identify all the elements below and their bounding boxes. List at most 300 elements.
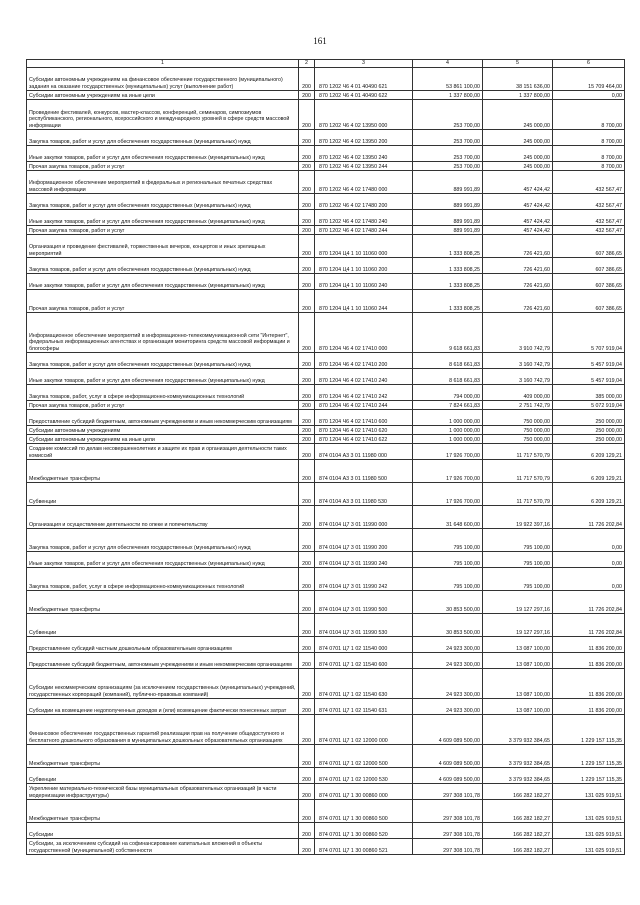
row-code-cell: 200: [299, 401, 315, 410]
row-value-cell: 253 700,00: [413, 162, 483, 171]
row-value-cell: 2 751 742,79: [483, 401, 553, 410]
table-row: [27, 226, 625, 235]
table-row: [27, 274, 625, 290]
column-header: 1: [27, 60, 299, 68]
row-code-cell: 200: [299, 258, 315, 274]
row-value-cell: 6 209 129,21: [553, 460, 625, 483]
row-code-cell: 200: [299, 290, 315, 313]
row-code-cell: 200: [299, 130, 315, 146]
table-row: [27, 669, 625, 699]
row-name-cell: Субвенции: [27, 483, 299, 506]
row-code-cell: 200: [299, 483, 315, 506]
row-value-cell: 17 926 700,00: [413, 483, 483, 506]
row-value-cell: 30 853 500,00: [413, 614, 483, 637]
row-value-cell: 11 717 570,79: [483, 444, 553, 460]
table-row: [27, 162, 625, 171]
table-row: [27, 839, 625, 855]
row-code-cell: 200: [299, 460, 315, 483]
row-classification-cell: 870 1204 Ч6 4 02 17410 244: [315, 401, 413, 410]
row-code-cell: 200: [299, 784, 315, 800]
row-name-cell: Информационное обеспечение мероприятий в федеральных и региональных печатных средствах массовой информации: [27, 171, 299, 194]
row-code-cell: 200: [299, 715, 315, 745]
row-value-cell: 432 567,47: [553, 171, 625, 194]
row-classification-cell: 874 0701 Ц7 1 02 12000 530: [315, 768, 413, 784]
row-value-cell: 1 333 808,25: [413, 290, 483, 313]
row-code-cell: 200: [299, 637, 315, 653]
row-value-cell: 166 282 182,27: [483, 800, 553, 823]
row-name-cell: Субсидии на возмещение недополученных доходов и (или) возмещение фактически понесенных затрат: [27, 699, 299, 715]
row-code-cell: 200: [299, 313, 315, 353]
row-classification-cell: 870 1204 Ч6 4 02 17410 620: [315, 426, 413, 435]
row-value-cell: 3 910 742,79: [483, 313, 553, 353]
row-name-cell: Предоставление субсидий бюджетным, автономным учреждениям и иным некоммерческим организациям: [27, 653, 299, 669]
row-classification-cell: 870 1202 Ч6 4 02 17480 240: [315, 210, 413, 226]
row-value-cell: 457 424,42: [483, 171, 553, 194]
row-code-cell: 200: [299, 552, 315, 568]
row-value-cell: 253 700,00: [413, 130, 483, 146]
row-value-cell: 795 100,00: [483, 568, 553, 591]
row-value-cell: 8 618 661,83: [413, 353, 483, 369]
row-value-cell: 0,00: [553, 552, 625, 568]
row-value-cell: 8 700,00: [553, 162, 625, 171]
row-value-cell: 31 648 600,00: [413, 506, 483, 529]
row-value-cell: 24 923 300,00: [413, 669, 483, 699]
table-row: [27, 784, 625, 800]
row-value-cell: 11 726 202,84: [553, 591, 625, 614]
row-value-cell: 795 100,00: [413, 568, 483, 591]
row-value-cell: 1 333 808,25: [413, 274, 483, 290]
row-value-cell: 5 707 919,04: [553, 313, 625, 353]
row-value-cell: 1 000 000,00: [413, 410, 483, 426]
row-value-cell: 1 337 800,00: [483, 91, 553, 100]
row-name-cell: Иные закупки товаров, работ и услуг для обеспечения государственных (муниципальных) нужд: [27, 274, 299, 290]
row-name-cell: Закупка товаров, работ и услуг для обеспечения государственных (муниципальных) нужд: [27, 194, 299, 210]
row-name-cell: Укрепление материально-технической базы муниципальных образовательных организаций (в части модернизации инфраструктуры): [27, 784, 299, 800]
row-value-cell: 726 421,60: [483, 258, 553, 274]
row-value-cell: 457 424,42: [483, 226, 553, 235]
table-row: [27, 171, 625, 194]
row-classification-cell: 874 0701 Ц7 1 30 00860 520: [315, 823, 413, 839]
row-value-cell: 38 151 636,00: [483, 68, 553, 91]
row-name-cell: Межбюджетные трансферты: [27, 800, 299, 823]
row-name-cell: Организация и проведение фестивалей, торжественных вечеров, концертов и иных зрелищных мероприятий: [27, 235, 299, 258]
row-value-cell: 131 025 919,51: [553, 800, 625, 823]
column-header: 4: [413, 60, 483, 68]
row-value-cell: 245 000,00: [483, 100, 553, 130]
row-value-cell: 0,00: [553, 568, 625, 591]
row-value-cell: 7 824 661,83: [413, 401, 483, 410]
table-row: [27, 552, 625, 568]
table-row: [27, 401, 625, 410]
row-classification-cell: 870 1204 Ц4 1 10 11060 200: [315, 258, 413, 274]
row-value-cell: 1 000 000,00: [413, 426, 483, 435]
row-value-cell: 24 923 300,00: [413, 637, 483, 653]
row-value-cell: 726 421,60: [483, 235, 553, 258]
row-classification-cell: 870 1204 Ч6 4 02 17410 240: [315, 369, 413, 385]
row-code-cell: 200: [299, 100, 315, 130]
row-name-cell: Прочая закупка товаров, работ и услуг: [27, 401, 299, 410]
row-value-cell: 795 100,00: [483, 552, 553, 568]
row-name-cell: Субсидии некоммерческим организациям (за исключением государственных (муниципальных) учреждений, государственных корпораций (компаний), публично-правовых компаний): [27, 669, 299, 699]
row-value-cell: 385 000,00: [553, 385, 625, 401]
row-value-cell: 19 922 397,16: [483, 506, 553, 529]
table-row: [27, 68, 625, 91]
row-value-cell: 131 025 919,51: [553, 784, 625, 800]
row-value-cell: 5 457 919,04: [553, 353, 625, 369]
table-row: [27, 235, 625, 258]
row-value-cell: 607 386,65: [553, 235, 625, 258]
row-name-cell: Иные закупки товаров, работ и услуг для обеспечения государственных (муниципальных) нужд: [27, 146, 299, 162]
row-value-cell: 30 853 500,00: [413, 591, 483, 614]
row-classification-cell: 870 1204 Ч6 4 02 17410 200: [315, 353, 413, 369]
row-code-cell: 200: [299, 591, 315, 614]
row-code-cell: 200: [299, 669, 315, 699]
row-value-cell: 15 709 464,00: [553, 68, 625, 91]
table-row: [27, 313, 625, 353]
table-row: [27, 385, 625, 401]
table-row: [27, 444, 625, 460]
row-classification-cell: 874 0104 Ц7 3 01 11990 200: [315, 529, 413, 552]
row-name-cell: Закупка товаров, работ и услуг для обеспечения государственных (муниципальных) нужд: [27, 130, 299, 146]
table-row: [27, 699, 625, 715]
row-classification-cell: 874 0104 А3 3 01 11980 000: [315, 444, 413, 460]
row-classification-cell: 870 1204 Ц4 1 10 11060 000: [315, 235, 413, 258]
row-value-cell: 166 282 182,27: [483, 839, 553, 855]
row-value-cell: 794 000,00: [413, 385, 483, 401]
row-value-cell: 3 160 742,79: [483, 353, 553, 369]
table-row: [27, 483, 625, 506]
row-value-cell: 166 282 182,27: [483, 784, 553, 800]
table-row: [27, 100, 625, 130]
table-row: [27, 460, 625, 483]
row-name-cell: Прочая закупка товаров, работ и услуг: [27, 290, 299, 313]
row-classification-cell: 874 0701 Ц7 1 30 00860 500: [315, 800, 413, 823]
row-value-cell: 5 072 919,04: [553, 401, 625, 410]
row-value-cell: 297 308 101,78: [413, 800, 483, 823]
row-classification-cell: 874 0104 Ц7 3 01 11990 530: [315, 614, 413, 637]
row-value-cell: 166 282 182,27: [483, 823, 553, 839]
row-name-cell: Межбюджетные трансферты: [27, 460, 299, 483]
row-value-cell: 13 087 100,00: [483, 669, 553, 699]
row-value-cell: 889 991,89: [413, 171, 483, 194]
row-name-cell: Организация и осуществление деятельности по опеке и попечительству: [27, 506, 299, 529]
row-classification-cell: 874 0104 А3 3 01 11980 500: [315, 460, 413, 483]
row-classification-cell: 874 0701 Ц7 1 02 11540 600: [315, 653, 413, 669]
row-value-cell: 17 926 700,00: [413, 460, 483, 483]
row-value-cell: 13 087 100,00: [483, 637, 553, 653]
table-row: [27, 614, 625, 637]
row-value-cell: 11 836 200,00: [553, 653, 625, 669]
table-row: [27, 715, 625, 745]
row-value-cell: 3 160 742,79: [483, 369, 553, 385]
row-classification-cell: 874 0104 Ц7 3 01 11990 242: [315, 568, 413, 591]
row-value-cell: 889 991,89: [413, 194, 483, 210]
row-value-cell: 4 609 089 500,00: [413, 715, 483, 745]
column-header: 5: [483, 60, 553, 68]
table-row: [27, 290, 625, 313]
row-value-cell: 795 100,00: [413, 529, 483, 552]
row-classification-cell: 874 0701 Ц7 1 02 11540 000: [315, 637, 413, 653]
row-value-cell: 432 567,47: [553, 210, 625, 226]
table-row: [27, 435, 625, 444]
row-classification-cell: 874 0701 Ц7 1 02 12000 500: [315, 745, 413, 768]
row-classification-cell: 870 1202 Ч6 4 02 13950 000: [315, 100, 413, 130]
row-name-cell: Субсидии автономным учреждениям на иные цели: [27, 435, 299, 444]
row-value-cell: 1 333 808,25: [413, 258, 483, 274]
row-value-cell: 11 836 200,00: [553, 669, 625, 699]
row-name-cell: Информационное обеспечение мероприятий в информационно-телекоммуникационной сети "Интернет", федеральных информационных агентствах и организация мониторинга средств массовой информации и блогосферы: [27, 313, 299, 353]
row-value-cell: 11 836 200,00: [553, 637, 625, 653]
row-value-cell: 1 337 800,00: [413, 91, 483, 100]
row-value-cell: 457 424,42: [483, 210, 553, 226]
row-value-cell: 607 386,65: [553, 290, 625, 313]
row-value-cell: 24 923 300,00: [413, 699, 483, 715]
row-name-cell: Закупка товаров, работ и услуг для обеспечения государственных (муниципальных) нужд: [27, 258, 299, 274]
row-value-cell: 1 333 808,25: [413, 235, 483, 258]
row-value-cell: 726 421,60: [483, 274, 553, 290]
row-code-cell: 200: [299, 68, 315, 91]
row-value-cell: 297 308 101,78: [413, 823, 483, 839]
row-value-cell: 3 379 932 384,65: [483, 768, 553, 784]
table-row: [27, 426, 625, 435]
row-classification-cell: 874 0701 Ц7 1 30 00860 000: [315, 784, 413, 800]
row-name-cell: Предоставление субсидий бюджетным, автономным учреждениям и иным некоммерческим организациям: [27, 410, 299, 426]
column-header: 2: [299, 60, 315, 68]
row-classification-cell: 870 1202 Ч6 4 01 40490 622: [315, 91, 413, 100]
row-code-cell: 200: [299, 768, 315, 784]
row-value-cell: 6 209 129,21: [553, 483, 625, 506]
row-name-cell: Субвенции: [27, 614, 299, 637]
row-value-cell: 9 618 661,83: [413, 313, 483, 353]
row-code-cell: 200: [299, 529, 315, 552]
row-name-cell: Предоставление субсидий частным дошкольным образовательным организациям: [27, 637, 299, 653]
row-code-cell: 200: [299, 274, 315, 290]
row-value-cell: 8 700,00: [553, 100, 625, 130]
row-value-cell: 250 000,00: [553, 410, 625, 426]
table-row: [27, 353, 625, 369]
table-row: [27, 591, 625, 614]
table-header-row: [27, 60, 625, 68]
table-row: [27, 823, 625, 839]
row-value-cell: 1 229 157 115,35: [553, 768, 625, 784]
row-value-cell: 3 379 932 384,65: [483, 745, 553, 768]
row-code-cell: 200: [299, 226, 315, 235]
row-name-cell: Межбюджетные трансферты: [27, 745, 299, 768]
table-row: [27, 568, 625, 591]
row-name-cell: Субсидии, за исключением субсидий на софинансирование капитальных вложений в объекты государственной (муниципальной) собственности: [27, 839, 299, 855]
row-classification-cell: 870 1204 Ц4 1 10 11060 244: [315, 290, 413, 313]
table-row: [27, 410, 625, 426]
row-name-cell: Закупка товаров, работ, услуг в сфере информационно-коммуникационных технологий: [27, 568, 299, 591]
row-value-cell: 11 836 200,00: [553, 699, 625, 715]
row-code-cell: 200: [299, 653, 315, 669]
row-classification-cell: 870 1202 Ч6 4 02 17480 000: [315, 171, 413, 194]
row-classification-cell: 870 1204 Ч6 4 02 17410 000: [315, 313, 413, 353]
row-value-cell: 726 421,60: [483, 290, 553, 313]
row-classification-cell: 870 1204 Ц4 1 10 11060 240: [315, 274, 413, 290]
row-value-cell: 19 127 297,16: [483, 591, 553, 614]
row-name-cell: Субсидии автономным учреждениям на иные цели: [27, 91, 299, 100]
row-classification-cell: 874 0701 Ц7 1 02 11540 631: [315, 699, 413, 715]
table-row: [27, 800, 625, 823]
row-name-cell: Иные закупки товаров, работ и услуг для обеспечения государственных (муниципальных) нужд: [27, 552, 299, 568]
table-row: [27, 506, 625, 529]
row-value-cell: 253 700,00: [413, 100, 483, 130]
row-code-cell: 200: [299, 146, 315, 162]
row-value-cell: 750 000,00: [483, 426, 553, 435]
row-classification-cell: 870 1204 Ч6 4 02 17410 622: [315, 435, 413, 444]
row-value-cell: 11 726 202,84: [553, 614, 625, 637]
row-code-cell: 200: [299, 426, 315, 435]
row-classification-cell: 870 1202 Ч6 4 02 17480 200: [315, 194, 413, 210]
row-value-cell: 607 386,65: [553, 274, 625, 290]
row-value-cell: 13 087 100,00: [483, 699, 553, 715]
row-value-cell: 17 926 700,00: [413, 444, 483, 460]
row-classification-cell: 870 1204 Ч6 4 02 17410 600: [315, 410, 413, 426]
row-name-cell: Субсидии: [27, 823, 299, 839]
row-classification-cell: 874 0104 Ц7 3 01 11990 000: [315, 506, 413, 529]
row-value-cell: 0,00: [553, 529, 625, 552]
row-name-cell: Финансовое обеспечение государственных гарантий реализации прав на получение общедоступного и бесплатного дошкольного образования в муниципальных дошкольных образовательных организациях: [27, 715, 299, 745]
row-code-cell: 200: [299, 91, 315, 100]
row-value-cell: 889 991,89: [413, 210, 483, 226]
row-name-cell: Закупка товаров, работ, услуг в сфере информационно-коммуникационных технологий: [27, 385, 299, 401]
row-value-cell: 889 991,89: [413, 226, 483, 235]
row-classification-cell: 870 1202 Ч6 4 02 17480 244: [315, 226, 413, 235]
row-value-cell: 11 726 202,84: [553, 506, 625, 529]
row-value-cell: 432 567,47: [553, 194, 625, 210]
table-row: [27, 529, 625, 552]
row-value-cell: 245 000,00: [483, 146, 553, 162]
row-name-cell: Субсидии автономным учреждениям: [27, 426, 299, 435]
row-value-cell: 53 861 100,00: [413, 68, 483, 91]
row-classification-cell: 874 0104 Ц7 3 01 11990 500: [315, 591, 413, 614]
row-value-cell: 6 209 129,21: [553, 444, 625, 460]
row-code-cell: 200: [299, 745, 315, 768]
row-classification-cell: 870 1204 Ч6 4 02 17410 242: [315, 385, 413, 401]
row-value-cell: 607 386,65: [553, 258, 625, 274]
table-row: [27, 369, 625, 385]
row-code-cell: 200: [299, 444, 315, 460]
row-code-cell: 200: [299, 353, 315, 369]
row-name-cell: Прочая закупка товаров, работ и услуг: [27, 226, 299, 235]
row-code-cell: 200: [299, 800, 315, 823]
row-value-cell: 24 923 300,00: [413, 653, 483, 669]
row-classification-cell: 870 1202 Ч6 4 02 13950 200: [315, 130, 413, 146]
page-number: 161: [313, 36, 327, 46]
row-code-cell: 200: [299, 506, 315, 529]
row-classification-cell: 874 0104 А3 3 01 11980 530: [315, 483, 413, 506]
row-value-cell: 795 100,00: [413, 552, 483, 568]
row-classification-cell: 874 0701 Ц7 1 02 12000 000: [315, 715, 413, 745]
row-value-cell: 0,00: [553, 91, 625, 100]
row-value-cell: 3 379 932 384,65: [483, 715, 553, 745]
row-code-cell: 200: [299, 210, 315, 226]
row-classification-cell: 874 0701 Ц7 1 02 11540 630: [315, 669, 413, 699]
table-row: [27, 130, 625, 146]
row-value-cell: 432 567,47: [553, 226, 625, 235]
table-row: [27, 637, 625, 653]
row-name-cell: Закупка товаров, работ и услуг для обеспечения государственных (муниципальных) нужд: [27, 353, 299, 369]
row-code-cell: 200: [299, 171, 315, 194]
row-value-cell: 250 000,00: [553, 435, 625, 444]
row-name-cell: Иные закупки товаров, работ и услуг для обеспечения государственных (муниципальных) нужд: [27, 369, 299, 385]
row-name-cell: Проведение фестивалей, конкурсов, мастер-классов, конференций, семинаров, симпозиумов республиканского, регионального, всероссийского и международного уровней в сфере средств массовой информации: [27, 100, 299, 130]
row-name-cell: Закупка товаров, работ и услуг для обеспечения государственных (муниципальных) нужд: [27, 529, 299, 552]
row-code-cell: 200: [299, 435, 315, 444]
row-name-cell: Прочая закупка товаров, работ и услуг: [27, 162, 299, 171]
table-row: [27, 194, 625, 210]
row-code-cell: 200: [299, 823, 315, 839]
row-value-cell: 8 618 661,83: [413, 369, 483, 385]
row-value-cell: 4 609 089 500,00: [413, 745, 483, 768]
row-value-cell: 409 000,00: [483, 385, 553, 401]
table-row: [27, 653, 625, 669]
row-value-cell: 245 000,00: [483, 130, 553, 146]
row-code-cell: 200: [299, 839, 315, 855]
row-code-cell: 200: [299, 614, 315, 637]
table-row: [27, 258, 625, 274]
row-code-cell: 200: [299, 235, 315, 258]
row-classification-cell: 874 0701 Ц7 1 30 00860 521: [315, 839, 413, 855]
row-value-cell: 19 127 297,16: [483, 614, 553, 637]
row-value-cell: 1 000 000,00: [413, 435, 483, 444]
row-value-cell: 5 457 919,04: [553, 369, 625, 385]
row-code-cell: 200: [299, 162, 315, 171]
row-value-cell: 1 229 157 115,35: [553, 745, 625, 768]
row-value-cell: 4 609 089 500,00: [413, 768, 483, 784]
row-classification-cell: 874 0104 Ц7 3 01 11990 240: [315, 552, 413, 568]
row-value-cell: 253 700,00: [413, 146, 483, 162]
row-code-cell: 200: [299, 369, 315, 385]
row-value-cell: 131 025 919,51: [553, 839, 625, 855]
table-row: [27, 768, 625, 784]
row-value-cell: 750 000,00: [483, 410, 553, 426]
column-header: 6: [553, 60, 625, 68]
row-value-cell: 457 424,42: [483, 194, 553, 210]
row-value-cell: 750 000,00: [483, 435, 553, 444]
row-code-cell: 200: [299, 568, 315, 591]
row-value-cell: 13 087 100,00: [483, 653, 553, 669]
row-value-cell: 297 308 101,78: [413, 784, 483, 800]
budget-execution-table: [26, 59, 625, 855]
column-header: 3: [315, 60, 413, 68]
row-value-cell: 1 229 157 115,35: [553, 715, 625, 745]
row-value-cell: 795 100,00: [483, 529, 553, 552]
row-classification-cell: 870 1202 Ч6 4 02 13950 240: [315, 146, 413, 162]
table-row: [27, 91, 625, 100]
table-row: [27, 745, 625, 768]
row-code-cell: 200: [299, 699, 315, 715]
row-value-cell: 8 700,00: [553, 130, 625, 146]
row-value-cell: 245 000,00: [483, 162, 553, 171]
row-value-cell: 8 700,00: [553, 146, 625, 162]
row-code-cell: 200: [299, 410, 315, 426]
row-value-cell: 11 717 570,79: [483, 483, 553, 506]
row-name-cell: Иные закупки товаров, работ и услуг для обеспечения государственных (муниципальных) нужд: [27, 210, 299, 226]
table-row: [27, 210, 625, 226]
row-value-cell: 297 308 101,78: [413, 839, 483, 855]
row-value-cell: 250 000,00: [553, 426, 625, 435]
row-value-cell: 11 717 570,79: [483, 460, 553, 483]
row-code-cell: 200: [299, 385, 315, 401]
row-name-cell: Межбюджетные трансферты: [27, 591, 299, 614]
row-classification-cell: 870 1202 Ч6 4 01 40490 621: [315, 68, 413, 91]
row-name-cell: Создание комиссий по делам несовершеннолетних и защите их прав и организация деятельности таких комиссий: [27, 444, 299, 460]
row-classification-cell: 870 1202 Ч6 4 02 13950 244: [315, 162, 413, 171]
row-code-cell: 200: [299, 194, 315, 210]
row-name-cell: Субсидии автономным учреждениям на финансовое обеспечение государственного (муниципального) задания на оказание государственных (муниципальных) услуг (выполнение работ): [27, 68, 299, 91]
